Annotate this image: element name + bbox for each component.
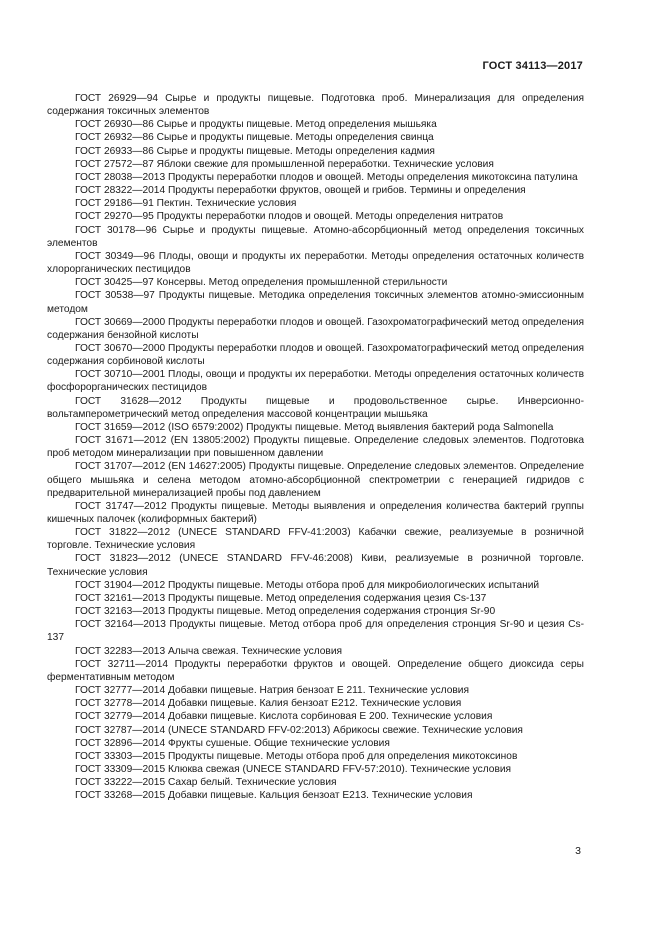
reference-entry: ГОСТ 32161—2013 Продукты пищевые. Метод определения содержания цезия Cs-137 <box>75 592 487 604</box>
reference-entry: ГОСТ 29186—91 Пектин. Технические условия <box>75 198 297 210</box>
reference-entry: ГОСТ 26929—94 Сырье и продукты пищевые. Подготовка проб. Минерализация для определения содержания токсичных элементов <box>47 93 584 118</box>
page-number: 3 <box>575 845 581 857</box>
reference-entry: ГОСТ 32283—2013 Алыча свежая. Технические условия <box>75 645 343 657</box>
reference-entry: ГОСТ 30538—97 Продукты пищевые. Методика определения токсичных элементов атомно-эмиссионным методом <box>47 290 584 315</box>
reference-entry: ГОСТ 32778—2014 Добавки пищевые. Калия бензоат Е212. Технические условия <box>75 698 462 710</box>
reference-entry: ГОСТ 27572—87 Яблоки свежие для промышленной переработки. Технические условия <box>75 158 494 170</box>
reference-entry: ГОСТ 26932—86 Сырье и продукты пищевые. Методы определения свинца <box>75 132 434 144</box>
reference-entry: ГОСТ 26933—86 Сырье и продукты пищевые. Методы определения кадмия <box>75 145 435 157</box>
standard-designation: ГОСТ 34113—2017 <box>482 60 583 72</box>
reference-entry: ГОСТ 33222—2015 Сахар белый. Технические условия <box>75 777 337 789</box>
reference-entry: ГОСТ 33268—2015 Добавки пищевые. Кальция бензоат Е213. Технические условия <box>75 790 473 802</box>
reference-entry: ГОСТ 30670—2000 Продукты переработки плодов и овощей. Газохроматографический метод определения содержания сорбиновой кислоты <box>47 342 584 368</box>
reference-entry: ГОСТ 31822—2012 (UNECE STANDARD FFV-41:2003) Кабачки свежие, реализуемые в розничной торговле. Технические условия <box>47 527 584 552</box>
reference-entry: ГОСТ 30669—2000 Продукты переработки плодов и овощей. Газохроматографический метод определения содержания бензойной кислоты <box>47 316 584 341</box>
reference-entry: ГОСТ 31904—2012 Продукты пищевые. Методы отбора проб для микробиологических испытаний <box>75 579 540 591</box>
reference-entry: ГОСТ 31671—2012 (EN 13805:2002) Продукты пищевые. Определение следовых элементов. Подготовка проб методом минерализации при повышенном давлении <box>47 435 584 460</box>
reference-entry: ГОСТ 28038—2013 Продукты переработки плодов и овощей. Методы определения микотоксина патулина <box>75 171 578 183</box>
reference-entry: ГОСТ 31659—2012 (ISO 6579:2002) Продукты пищевые. Метод выявления бактерий рода Salmonella <box>75 421 554 433</box>
reference-entry: ГОСТ 32787—2014 (UNECE STANDARD FFV-02:2013) Абрикосы свежие. Технические условия <box>75 724 523 736</box>
reference-entry: ГОСТ 30349—96 Плоды, овощи и продукты их переработки. Методы определения остаточных количеств хлорорганических пестицидов <box>47 250 584 276</box>
reference-entry: ГОСТ 31628—2012 Продукты пищевые и продовольственное сырье. Инверсионно-вольтамперометрический метод определения массовой концентрации мышьяка <box>47 395 584 420</box>
reference-entry: ГОСТ 32164—2013 Продукты пищевые. Метод отбора проб для определения стронция Sr-90 и цезия Cs-137 <box>47 619 584 644</box>
reference-entry: ГОСТ 31823—2012 (UNECE STANDARD FFV-46:2008) Киви, реализуемые в розничной торговле. Технические условия <box>47 553 584 578</box>
reference-entry: ГОСТ 31747—2012 Продукты пищевые. Методы выявления и определения количества бактерий группы кишечных палочек (колиформных бактерий) <box>47 500 584 525</box>
reference-entry: ГОСТ 33309—2015 Клюква свежая (UNECE STANDARD FFV-57:2010). Технические условия <box>75 763 512 775</box>
reference-entry: ГОСТ 30425—97 Консервы. Метод определения промышленной стерильности <box>75 277 448 289</box>
reference-entry: ГОСТ 32711—2014 Продукты переработки фруктов и овощей. Определение общего диоксида серы ферментативным методом <box>47 658 584 683</box>
reference-entry: ГОСТ 33303—2015 Продукты пищевые. Методы отбора проб для определения микотоксинов <box>75 750 518 762</box>
reference-entry: ГОСТ 26930—86 Сырье и продукты пищевые. Метод определения мышьяка <box>75 119 437 131</box>
normative-references-list <box>47 92 584 802</box>
reference-entry: ГОСТ 28322—2014 Продукты переработки фруктов, овощей и грибов. Термины и определения <box>75 185 526 197</box>
reference-entry: ГОСТ 32163—2013 Продукты пищевые. Метод определения содержания стронция Sr-90 <box>75 606 496 618</box>
reference-entry: ГОСТ 32779—2014 Добавки пищевые. Кислота сорбиновая Е 200. Технические условия <box>75 711 493 723</box>
reference-entry: ГОСТ 30710—2001 Плоды, овощи и продукты их переработки. Методы определения остаточных количеств фосфорорганических пестицидов <box>47 369 584 394</box>
reference-entry: ГОСТ 30178—96 Сырье и продукты пищевые. Атомно-абсорбционный метод определения токсичных элементов <box>47 224 584 249</box>
reference-entry: ГОСТ 31707—2012 (EN 14627:2005) Продукты пищевые. Определение следовых элементов. Определение общего мышьяка и селена методом атомно-абсорбционной спектрометрии с генерацией гидридов с предварительной минерализацией пробы под давлением <box>47 461 584 499</box>
reference-entry: ГОСТ 32777—2014 Добавки пищевые. Натрия бензоат Е 211. Технические условия <box>75 685 469 697</box>
reference-entry: ГОСТ 32896—2014 Фрукты сушеные. Общие технические условия <box>75 737 390 749</box>
reference-entry: ГОСТ 29270—95 Продукты переработки плодов и овощей. Методы определения нитратов <box>75 211 504 223</box>
